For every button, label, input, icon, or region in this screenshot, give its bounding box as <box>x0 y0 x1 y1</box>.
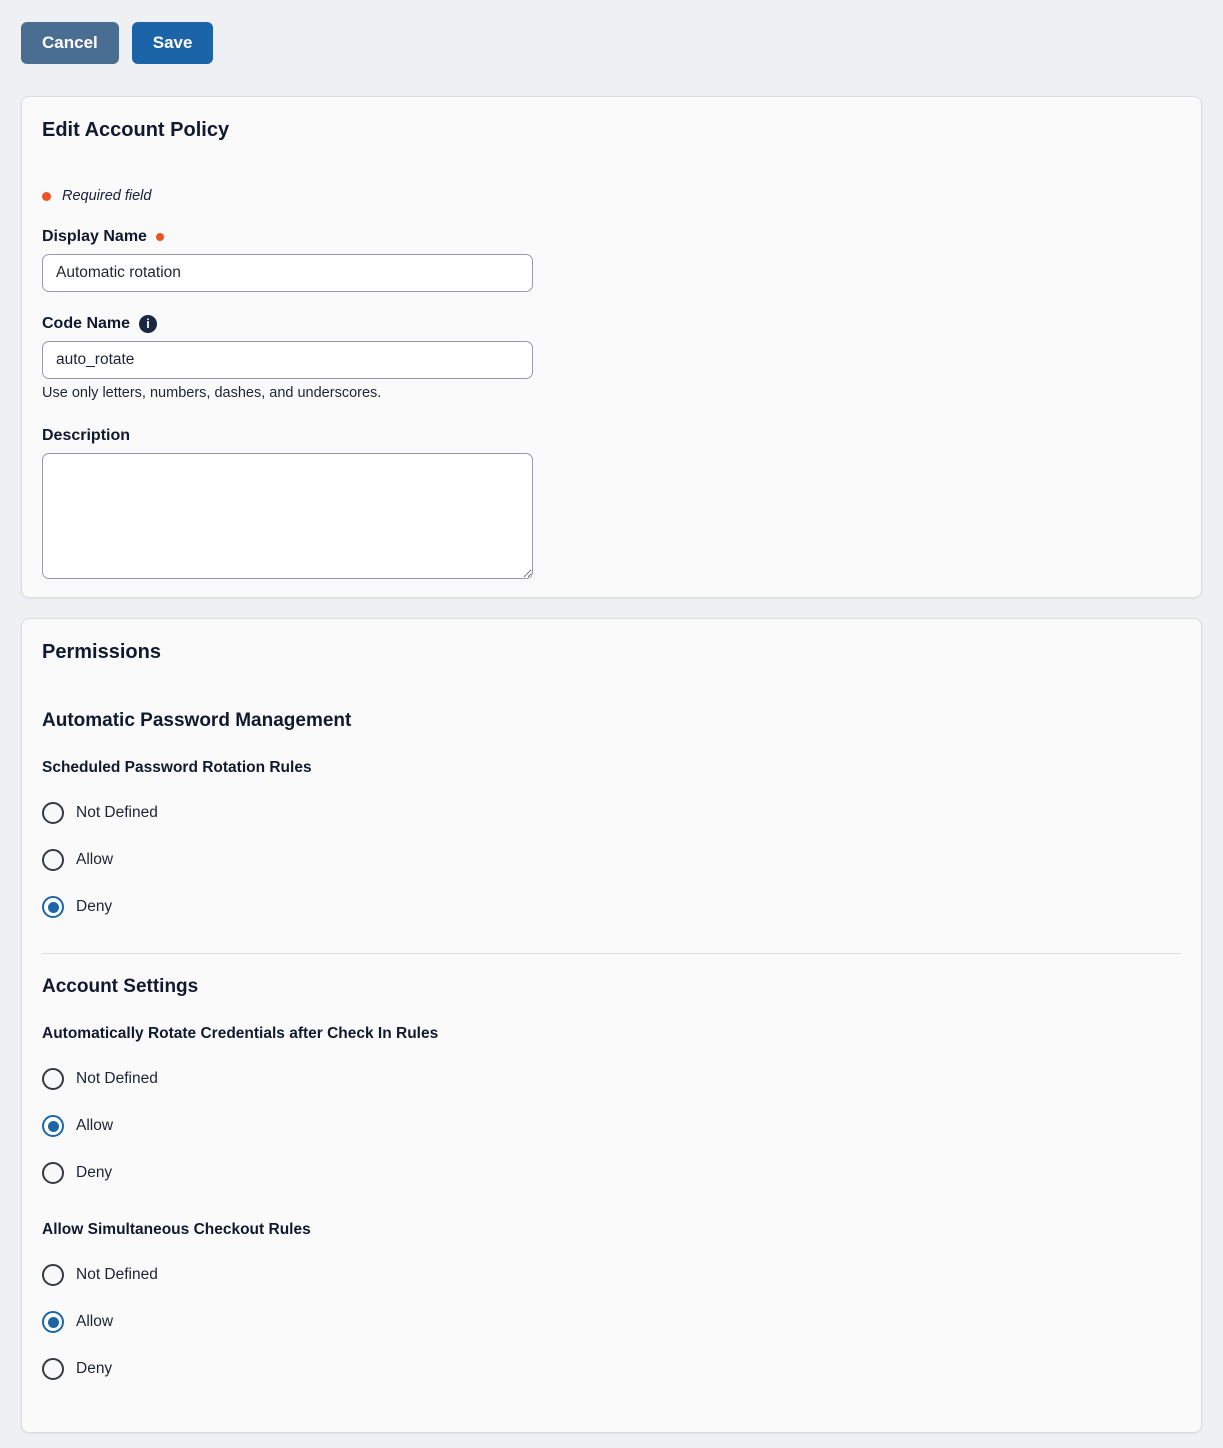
section-divider <box>42 953 1181 954</box>
code-name-input[interactable] <box>42 341 533 379</box>
radio-group-simultaneous-checkout <box>42 1264 1181 1380</box>
required-note-label: Required field <box>62 188 152 204</box>
display-name-input[interactable] <box>42 254 533 292</box>
action-toolbar <box>0 0 1223 64</box>
radio-option-deny[interactable]: Deny <box>42 1162 112 1184</box>
permissions-card <box>21 618 1202 1433</box>
radio-option-allow[interactable]: Allow <box>42 1115 113 1137</box>
radio-option-not-defined[interactable]: Not Defined <box>42 1264 158 1286</box>
page-title: Edit Account Policy <box>42 119 230 141</box>
section-heading-automatic-password-management: Automatic Password Management <box>42 710 352 731</box>
section-heading-account-settings: Account Settings <box>42 976 199 997</box>
group-label-scheduled-password-rotation-rules: Scheduled Password Rotation Rules <box>42 759 312 776</box>
radio-option-not-defined[interactable]: Not Defined <box>42 1068 158 1090</box>
cancel-button[interactable]: Cancel <box>21 22 119 64</box>
group-label-auto-rotate-credentials: Automatically Rotate Credentials after Check In Rules <box>42 1025 439 1042</box>
display-name-label: Display Name <box>42 228 1181 246</box>
description-textarea[interactable] <box>42 453 533 579</box>
radio-icon <box>42 849 64 871</box>
description-label: Description <box>42 427 131 444</box>
radio-group-auto-rotate-credentials <box>42 1068 1181 1184</box>
radio-icon <box>42 1358 64 1380</box>
radio-option-allow[interactable]: Allow <box>42 1311 113 1333</box>
radio-icon <box>42 1162 64 1184</box>
radio-icon <box>42 802 64 824</box>
code-name-label: Code Name i <box>42 315 1181 333</box>
radio-option-allow[interactable]: Allow <box>42 849 113 871</box>
permissions-title: Permissions <box>42 641 161 663</box>
radio-group-scheduled-password-rotation <box>42 802 1181 918</box>
edit-account-policy-card <box>21 96 1202 598</box>
code-name-helper-text: Use only letters, numbers, dashes, and underscores. <box>42 385 382 401</box>
description-field-group <box>42 427 1181 579</box>
display-name-field-group <box>42 228 1181 292</box>
required-dot-icon <box>156 233 164 241</box>
radio-option-deny[interactable]: Deny <box>42 1358 112 1380</box>
radio-option-deny[interactable]: Deny <box>42 896 112 918</box>
group-label-simultaneous-checkout: Allow Simultaneous Checkout Rules <box>42 1221 311 1238</box>
radio-icon <box>42 896 64 918</box>
radio-option-not-defined[interactable]: Not Defined <box>42 802 158 824</box>
code-name-field-group <box>42 315 1181 401</box>
radio-icon <box>42 1264 64 1286</box>
radio-icon <box>42 1068 64 1090</box>
info-icon[interactable]: i <box>139 315 157 333</box>
save-button[interactable]: Save <box>132 22 214 64</box>
required-field-note <box>42 188 1181 204</box>
radio-icon <box>42 1311 64 1333</box>
required-dot-icon <box>42 192 51 201</box>
radio-icon <box>42 1115 64 1137</box>
